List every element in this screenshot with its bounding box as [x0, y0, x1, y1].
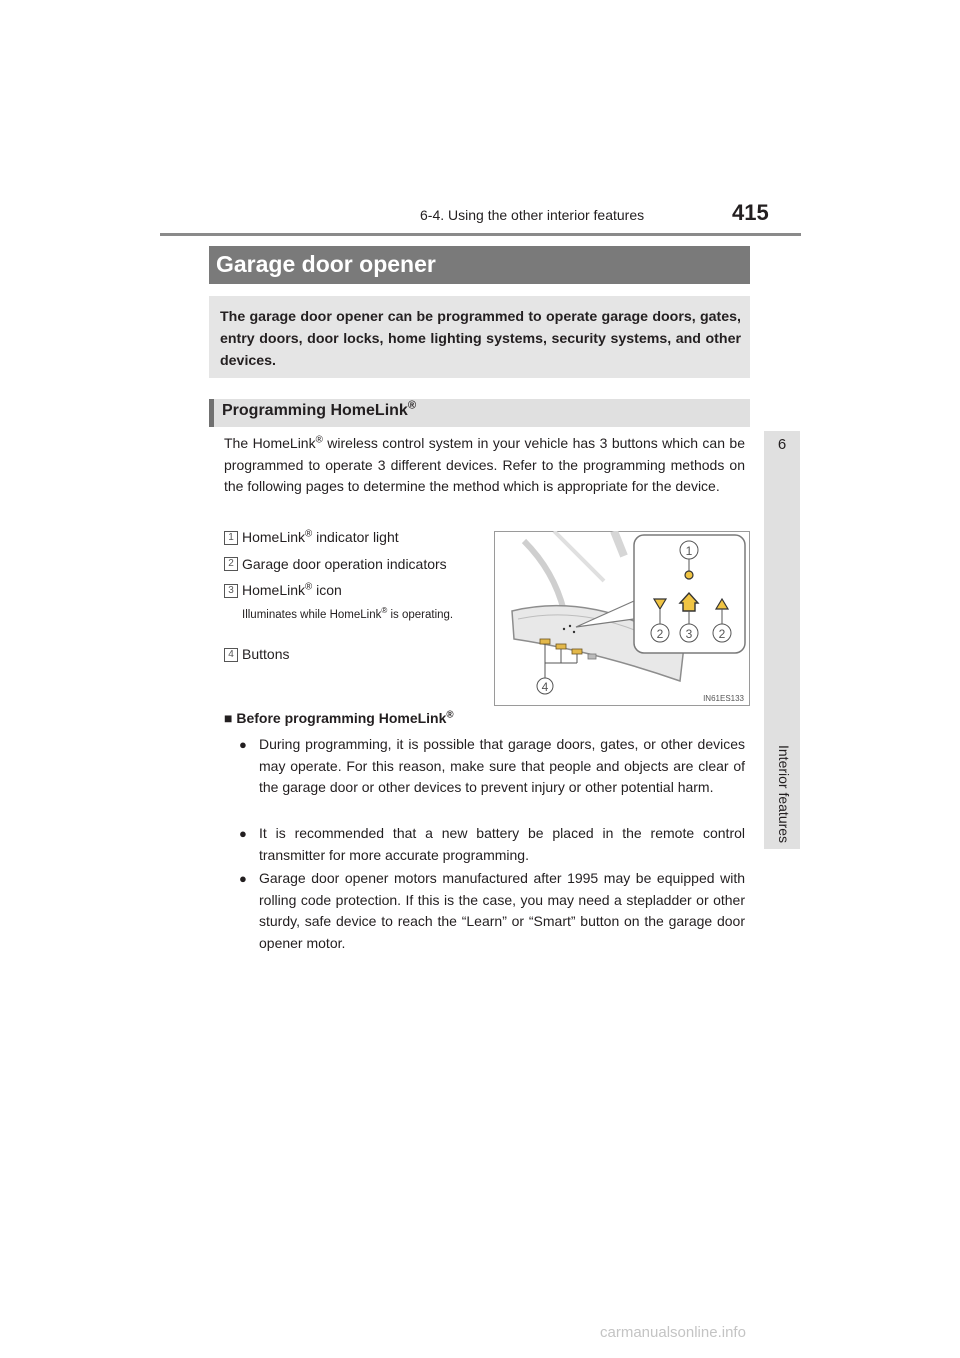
- mirror-button-3: [572, 649, 582, 654]
- chapter-tab-label: Interior features: [776, 745, 792, 844]
- list-note: Illuminates while HomeLink® is operating.: [242, 606, 454, 621]
- header-rule: [160, 233, 801, 236]
- before-programming-heading: ■ Before programming HomeLink®: [224, 709, 454, 726]
- list-item-indicator-light: HomeLink® indicator light: [242, 528, 399, 545]
- bullet-text: It is recommended that a new battery be placed in the remote control transmitter for more accurate programming.: [259, 825, 745, 863]
- homelink-figure: [494, 531, 750, 706]
- list-item-operation-indicators: Garage door operation indicators: [242, 556, 447, 572]
- intro-text: The garage door opener can be programmed to operate garage doors, gates, entry doors, door locks, home lighting systems, security systems, and other devices.: [220, 309, 741, 369]
- callout-1: 1: [685, 544, 693, 558]
- list-badge-1: 1: [224, 531, 238, 545]
- running-header-section: 6-4. Using the other interior features: [420, 207, 645, 223]
- mirror-illustration: [494, 531, 750, 706]
- bullet-dot: ●: [239, 737, 247, 752]
- bullet-dot: ●: [239, 871, 247, 886]
- callout-4: 4: [541, 680, 549, 694]
- list-item-buttons: Buttons: [242, 646, 290, 662]
- list-badge-3: 3: [224, 584, 238, 598]
- mirror-button-1: [540, 639, 550, 644]
- page-title: Garage door opener: [216, 251, 436, 277]
- list-badge-2: 2: [224, 557, 238, 571]
- subsection-title: Programming HomeLink®: [222, 399, 417, 419]
- figure-code: IN61ES133: [703, 694, 744, 703]
- mirror-button-2: [556, 644, 566, 649]
- bullet-dot: ●: [239, 826, 247, 841]
- page-number: 415: [732, 200, 769, 225]
- bullet-text: Garage door opener motors manufactured after 1995 may be equipped with rolling code protection. If this is the case, you may need a stepladder or other sturdy, safe device to reach the “Learn” or “Smart” button on the garage door opener motor.: [259, 870, 745, 951]
- list-badge-4: 4: [224, 648, 238, 662]
- bullet-text: During programming, it is possible that garage doors, gates, or other devices may operate. For this reason, make sure that people and objects are clear of the garage door or other devices to prevent injury or other potential harm.: [259, 736, 745, 795]
- indicator-light: [685, 571, 693, 579]
- callout-3: 3: [685, 627, 693, 641]
- list-item-homelink-icon: HomeLink® icon: [242, 581, 342, 598]
- callout-2-right: 2: [718, 627, 726, 641]
- body-paragraph: The HomeLink® wireless control system in your vehicle has 3 buttons which can be programmed to operate 3 different devices. Refer to the programming methods on the following pages to determine the method which is appropriate for the device.: [224, 434, 746, 494]
- watermark: carmanualsonline.info: [600, 1324, 746, 1341]
- callout-2-left: 2: [656, 627, 664, 641]
- chapter-tab-number: 6: [777, 436, 787, 453]
